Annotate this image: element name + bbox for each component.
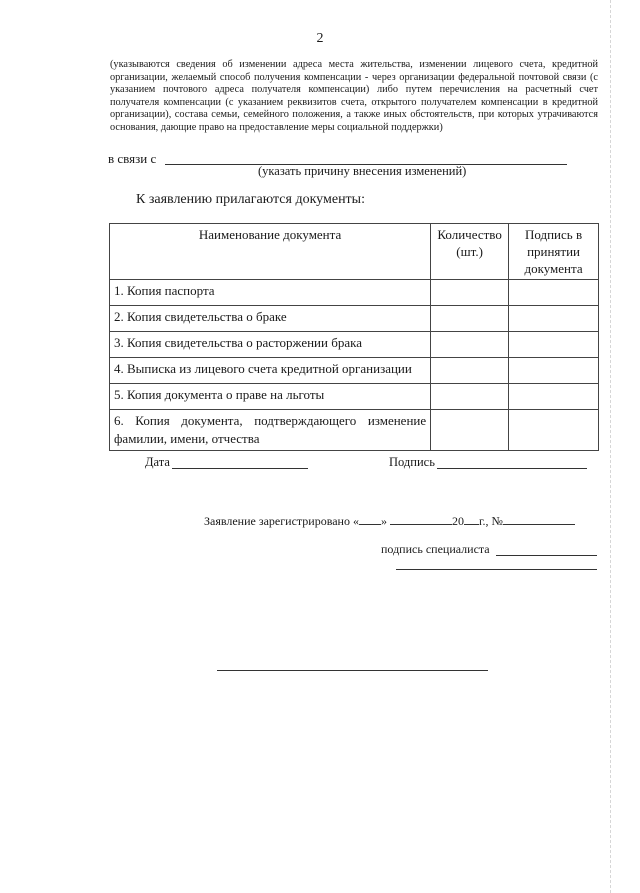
signature-cell[interactable]: [509, 332, 599, 358]
bottom-rule: [217, 670, 488, 671]
date-input-line[interactable]: [172, 468, 308, 469]
table-header-row: [110, 224, 599, 280]
registration-number-field[interactable]: [503, 513, 575, 525]
header-quantity: Количество (шт.): [431, 224, 509, 280]
signature-cell[interactable]: [509, 280, 599, 306]
quantity-cell[interactable]: [431, 332, 509, 358]
scan-edge-artifact: [610, 0, 612, 893]
document-name-cell: 3. Копия свидетельства о расторжении брака: [110, 332, 431, 358]
instruction-note: (указываются сведения об изменении адреса места жительства, изменении лицевого счета, кредитной организации, желаемый способ получения компенсации - через организации федеральной почтовой связи (с указанием почтового адреса получателя компенсации) либо путем перечисления на расчетный счет получателя компенсации (с указанием реквизитов счета, открытого получателем компенсации в кредитной организации), состава семьи, семейного положения, а также иных обстоятельств, при которых утрачиваются основания, дающие право на предоставление меры социальной поддержки): [110, 59, 598, 133]
quantity-cell[interactable]: [431, 306, 509, 332]
table-row: [110, 280, 599, 306]
signature-cell[interactable]: [509, 410, 599, 451]
specialist-name-line[interactable]: [396, 569, 597, 570]
registration-year-field[interactable]: [464, 513, 479, 525]
attachments-intro: К заявлению прилагаются документы:: [136, 192, 365, 207]
registration-label: Заявление зарегистрировано «: [204, 514, 359, 528]
document-name-cell: 2. Копия свидетельства о браке: [110, 306, 431, 332]
signature-cell[interactable]: [509, 384, 599, 410]
quantity-cell[interactable]: [431, 384, 509, 410]
table-row: [110, 332, 599, 358]
table-row: [110, 306, 599, 332]
table-row: [110, 358, 599, 384]
registration-year-suffix: г., №: [478, 514, 504, 528]
signature-label: Подпись: [389, 455, 435, 469]
quantity-cell[interactable]: [431, 410, 509, 451]
date-label: Дата: [145, 455, 170, 469]
specialist-signature-line[interactable]: [496, 555, 597, 556]
table-row: [110, 410, 599, 451]
quantity-cell[interactable]: [431, 358, 509, 384]
table-row: [110, 384, 599, 410]
signature-input-line[interactable]: [437, 468, 587, 469]
document-name-cell: 6. Копия документа, подтверждающего изменение фамилии, имени, отчества: [110, 410, 431, 451]
quantity-cell[interactable]: [431, 280, 509, 306]
reason-label: в связи с: [108, 151, 157, 166]
page-number: 2: [316, 31, 324, 46]
document-name-cell: 1. Копия паспорта: [110, 280, 431, 306]
header-document-name: Наименование документа: [110, 224, 431, 280]
specialist-signature-label: подпись специалиста: [381, 542, 490, 556]
registration-day-field[interactable]: [359, 513, 381, 525]
registration-line: [204, 513, 575, 529]
registration-close-quote: »: [380, 514, 387, 528]
documents-table: [109, 223, 599, 451]
registration-year-prefix: 20: [451, 514, 464, 528]
document-name-cell: 5. Копия документа о праве на льготы: [110, 384, 431, 410]
signature-cell[interactable]: [509, 306, 599, 332]
signature-cell[interactable]: [509, 358, 599, 384]
document-name-cell: 4. Выписка из лицевого счета кредитной организации: [110, 358, 431, 384]
header-signature: Подпись в принятии документа: [509, 224, 599, 280]
registration-month-field[interactable]: [390, 513, 452, 525]
reason-hint: (указать причину внесения изменений): [258, 164, 467, 178]
